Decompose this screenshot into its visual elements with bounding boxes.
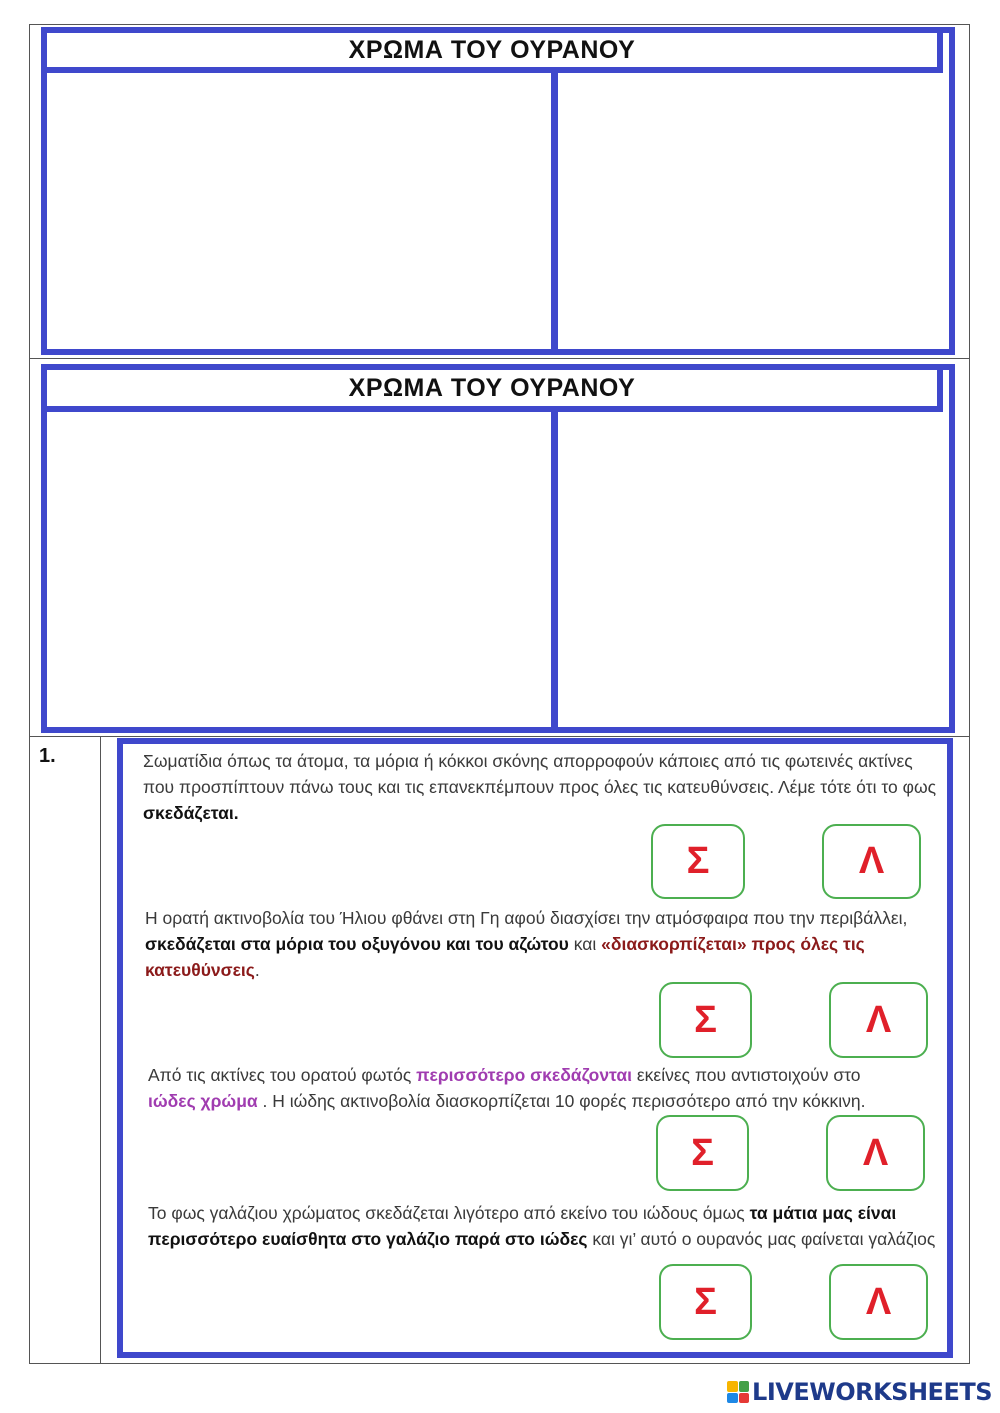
- statement-text: Σωματίδια όπως τα άτομα, τα μόρια ή κόκκοι σκόνης απορροφούν κάποιες από τις φωτεινές ακτίνες που προσπίπτουν πάνω τους και τις επανεκπέμπουν προς όλες τις κατευθύνσεις. Λέμε τότε ότι το φως: [143, 751, 937, 797]
- drop-zone-right[interactable]: [558, 412, 949, 727]
- statement-text: Η ορατή ακτινοβολία του Ήλιου φθάνει στη Γη αφού διασχίσει την ατμόσφαιρα που την περιβάλλει,: [145, 908, 908, 928]
- statement-highlight: περισσότερο σκεδάζονται: [416, 1065, 633, 1085]
- statement-text: . Η ιώδης ακτινοβολία διασκορπίζεται 10 φορές περισσότερο από την κόκκινη.: [257, 1091, 866, 1111]
- true-button[interactable]: Σ: [659, 1264, 752, 1340]
- question-number: 1.: [39, 745, 56, 767]
- table-column-divider: [100, 736, 101, 1364]
- true-button[interactable]: Σ: [651, 824, 745, 899]
- true-button[interactable]: Σ: [656, 1115, 749, 1191]
- statement-emphasis: τα μάτια μας είναι περισσότερο ευαίσθητα στο γαλάζιο παρά στο ιώδες: [148, 1203, 897, 1249]
- panel-divider: [551, 406, 558, 733]
- statement-text: και: [568, 934, 602, 954]
- panel-title: ΧΡΩΜΑ ΤΟΥ ΟΥΡΑΝΟΥ: [41, 364, 943, 412]
- panel-title: ΧΡΩΜΑ ΤΟΥ ΟΥΡΑΝΟΥ: [41, 27, 943, 73]
- false-button[interactable]: Λ: [829, 982, 928, 1058]
- false-button[interactable]: Λ: [829, 1264, 928, 1340]
- statement-highlight: «διασκορπίζεται» προς όλες τις κατευθύνσεις: [145, 934, 865, 980]
- statement-emphasis: σκεδάζεται.: [143, 803, 239, 823]
- true-button[interactable]: Σ: [659, 982, 752, 1058]
- statement-1: [143, 748, 938, 826]
- statement-text: Από τις ακτίνες του ορατού φωτός: [148, 1065, 417, 1085]
- statement-text: και γι’ αυτό ο ουρανός μας φαίνεται γαλάζιος: [587, 1229, 936, 1249]
- logo-mark-icon: [727, 1381, 749, 1403]
- drop-zone-left[interactable]: [47, 412, 551, 727]
- statement-text: εκείνες που αντιστοιχούν στο: [632, 1065, 861, 1085]
- false-button[interactable]: Λ: [822, 824, 921, 899]
- panel-divider: [551, 67, 558, 355]
- statement-3: [148, 1062, 908, 1114]
- statement-2: [145, 905, 940, 983]
- false-button[interactable]: Λ: [826, 1115, 925, 1191]
- statement-4: [148, 1200, 943, 1252]
- drop-zone-left[interactable]: [47, 73, 551, 349]
- table-row-divider: [29, 736, 970, 737]
- drop-zone-right[interactable]: [558, 73, 949, 349]
- logo-text: LIVEWORKSHEETS: [752, 1378, 992, 1406]
- statement-text: .: [254, 960, 260, 980]
- statement-highlight: ιώδες χρώμα: [148, 1091, 258, 1111]
- statement-emphasis: σκεδάζεται στα μόρια του οξυγόνου και του αζώτου: [145, 934, 569, 954]
- liveworksheets-logo: [727, 1377, 992, 1407]
- statement-text: Το φως γαλάζιου χρώματος σκεδάζεται λιγότερο από εκείνο του ιώδους όμως: [148, 1203, 750, 1223]
- table-row-divider: [29, 358, 970, 359]
